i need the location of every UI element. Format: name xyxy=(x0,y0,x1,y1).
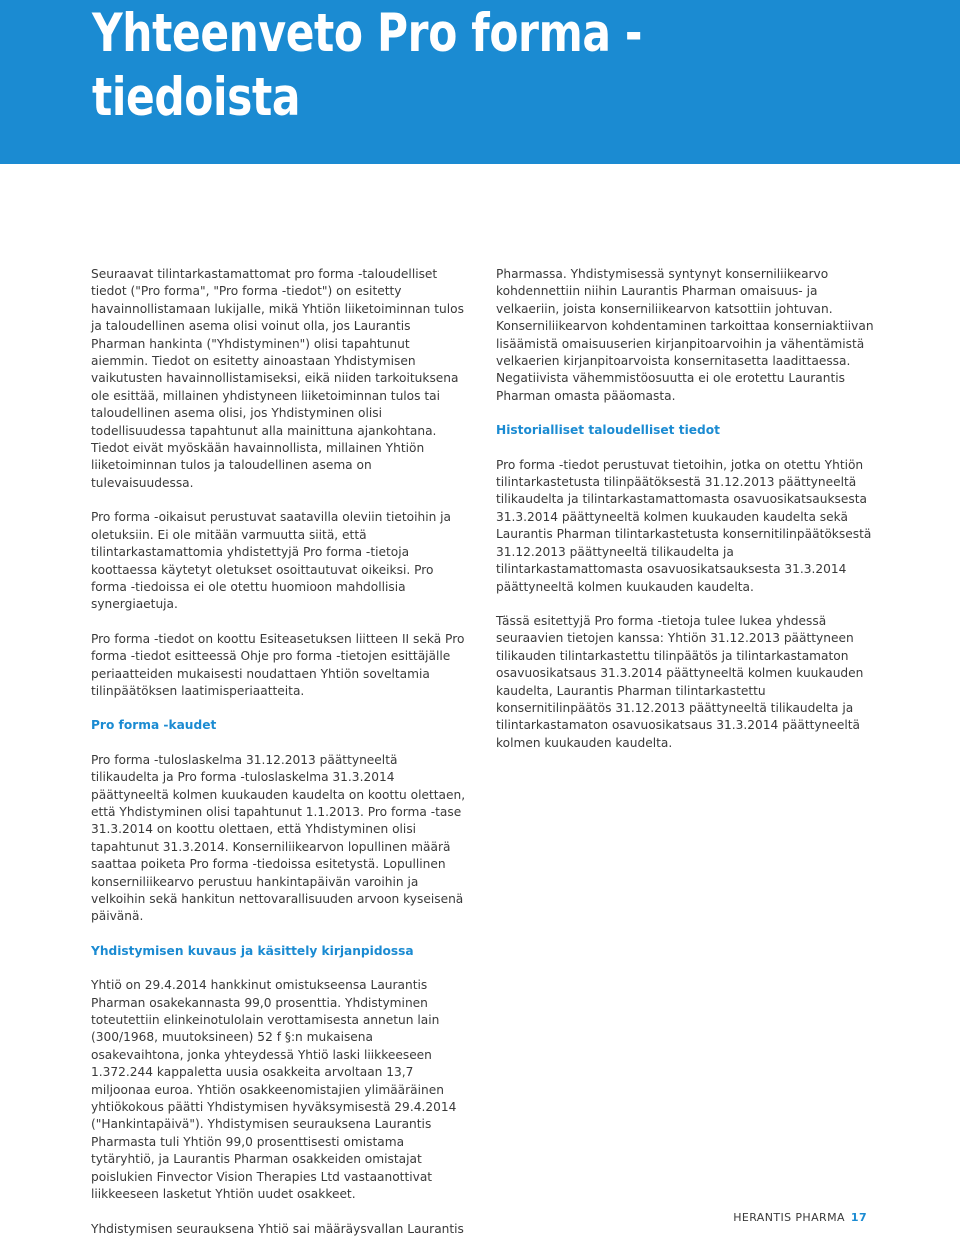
control-paragraph: Yhdistymisen seurauksena Yhtiö sai määräysvallan Laurantis xyxy=(91,1221,464,1236)
intro-paragraph: Seuraavat tilintarkastamattomat pro forma -taloudelliset tiedot ("Pro forma", "Pro forma -tiedot") on esitetty havainnollistamaan lukijalle, mikä Yhtiön liiketoiminnan tulos ja taloudellinen asema olisi voinut olla, jos Laurantis Pharman hankinta ("Yhdistyminen") olisi tapahtunut aiemmin. Tiedot on esitetty ainoastaan Yhdistymisen vaikutusten havainnollistamiseksi, eikä niiden tarkoituksena ole esittää, millainen yhdistyneen liiketoiminnan tulos tai taloudellinen asema olisi, jos Yhdistyminen olisi todellisuudessa tapahtunut alla mainittuna ajankohtana. Tiedot eivät myöskään havainnollista, millainen Yhtiön liiketoiminnan tulos ja taloudellinen asema on tulevaisuudessa. xyxy=(91,267,464,490)
section-heading-merger: Yhdistymisen kuvaus ja käsittely kirjanpidossa xyxy=(91,943,414,958)
page-title: Yhteenveto Pro forma -tiedoista xyxy=(92,3,643,128)
section-heading-periods: Pro forma -kaudet xyxy=(91,718,217,733)
basis-paragraph: Pro forma -tiedot on koottu Esiteasetuksen liitteen II sekä Pro forma -tiedot esitteessä Ohje pro forma -tietojen esittäjälle periaatteiden mukaisesti noudattaen Yhtiön soveltamia tilinpäätöksen laatimisperiaatteita. xyxy=(91,631,465,698)
merger-paragraph: Yhtiö on 29.4.2014 hankkinut omistukseensa Laurantis Pharman osakekannasta 99,0 prosenttia. Yhdistyminen toteutettiin elinkeinotulolain verottamisesta annetun lain (300/1968, muutoksineen) 52 f §:n mukaisena osakevaihtona, jonka yhteydessä Yhtiö laski liikkeeseen 1.372.244 kappaletta uusia osakkeita arvoltaan 13,7 miljoonaa euroa. Yhtiön osakkeenomistajien ylimääräinen yhtiökokous päätti Yhdistymisen hyväksymisestä 29.4.2014 ("Hankintapäivä"). Yhdistymisen seurauksena Laurantis Pharmasta tuli Yhtiön 99,0 prosenttisesti omistama tytäryhtiö, ja Laurantis Pharman osakkeiden omistajat poislukien Finvector Vision Therapies Ltd vastaanottivat liikkeeseen lasketut Yhtiön uudet osakkeet. xyxy=(91,978,457,1202)
footer-company: HERANTIS PHARMA xyxy=(733,1211,845,1224)
right-column xyxy=(496,266,876,769)
section-heading-historical: Historialliset taloudelliset tiedot xyxy=(496,423,720,438)
title-banner xyxy=(0,0,960,164)
reading-paragraph: Tässä esitettyjä Pro forma -tietoja tulee lukea yhdessä seuraavien tietojen kanssa: Yhtiön 31.12.2013 päättyneen tilikauden tilintarkastettu tilinpäätös ja tilintarkastamaton osavuosikatsaus 31.3.2014 päättyneeltä kolmen kuukauden kaudelta, Laurantis Pharman tilintarkastettu konsernitilinpäätös 31.12.2013 päättyneeltä tilikaudelta ja tilintarkastamaton osavuosikatsaus 31.3.2014 päättyneeltä kolmen kuukauden kaudelta. xyxy=(496,613,864,750)
page-number: 17 xyxy=(850,1211,867,1224)
page-footer xyxy=(733,1211,867,1225)
goodwill-paragraph: Pharmassa. Yhdistymisessä syntynyt konserniliikearvo kohdennettiin niihin Laurantis Pharman omaisuus- ja velkaeriin, joista konserniliikearvon katsottiin johtuvan. Konserniliikearvon kohdentaminen tarkoittaa konserniaktiivan lisäämistä omaisuuserien kirjanpitoarvoihin ja vähentämistä velkaerien kirjanpitoarvoista konsernitasetta laadittaessa. Negatiivista vähemmistöosuutta ei ole erotettu Laurantis Pharman omasta pääomasta. xyxy=(496,267,874,403)
left-column xyxy=(91,266,466,1255)
adjustments-paragraph: Pro forma -oikaisut perustuvat saatavilla oleviin tietoihin ja oletuksiin. Ei ole mitään varmuutta siitä, että tilintarkastamattomia yhdistettyjä Pro forma -tietoja koottaessa käytetyt oletukset osoittautuvat oikeiksi. Pro forma -tiedoissa ei ole otettu huomioon mahdollisia synergiaetuja. xyxy=(91,510,452,612)
periods-paragraph: Pro forma -tuloslaskelma 31.12.2013 päättyneeltä tilikaudelta ja Pro forma -tuloslaskelma 31.3.2014 päättyneeltä kolmen kuukauden kaudelta on koottu olettaen, että Yhdistyminen olisi tapahtunut 1.1.2013. Pro forma -tase 31.3.2014 on koottu olettaen, että Yhdistyminen olisi tapahtunut 31.3.2014. Konserniliikearvon lopullinen määrä saattaa poiketa Pro forma -tiedoissa esitetystä. Lopullinen konserniliikearvo perustuu hankintapäivän varoihin ja velkoihin sekä hankitun nettovarallisuuden arvoon kyseisenä päivänä. xyxy=(91,752,466,924)
historical-paragraph: Pro forma -tiedot perustuvat tietoihin, jotka on otettu Yhtiön tilintarkastetusta tilinpäätöksestä 31.12.2013 päättyneeltä tilikaudelta ja tilintarkastamattomasta osavuosikatsauksesta 31.3.2014 päättyneeltä kolmen kuukauden kaudelta sekä Laurantis Pharman tilintarkastetusta konsernitilinpäätöksestä 31.12.2013 päättyneeltä tilikaudelta ja tilintarkastamattomasta osavuosikatsauksesta 31.3.2014 päättyneeltä kolmen kuukauden kaudelta. xyxy=(496,457,872,594)
